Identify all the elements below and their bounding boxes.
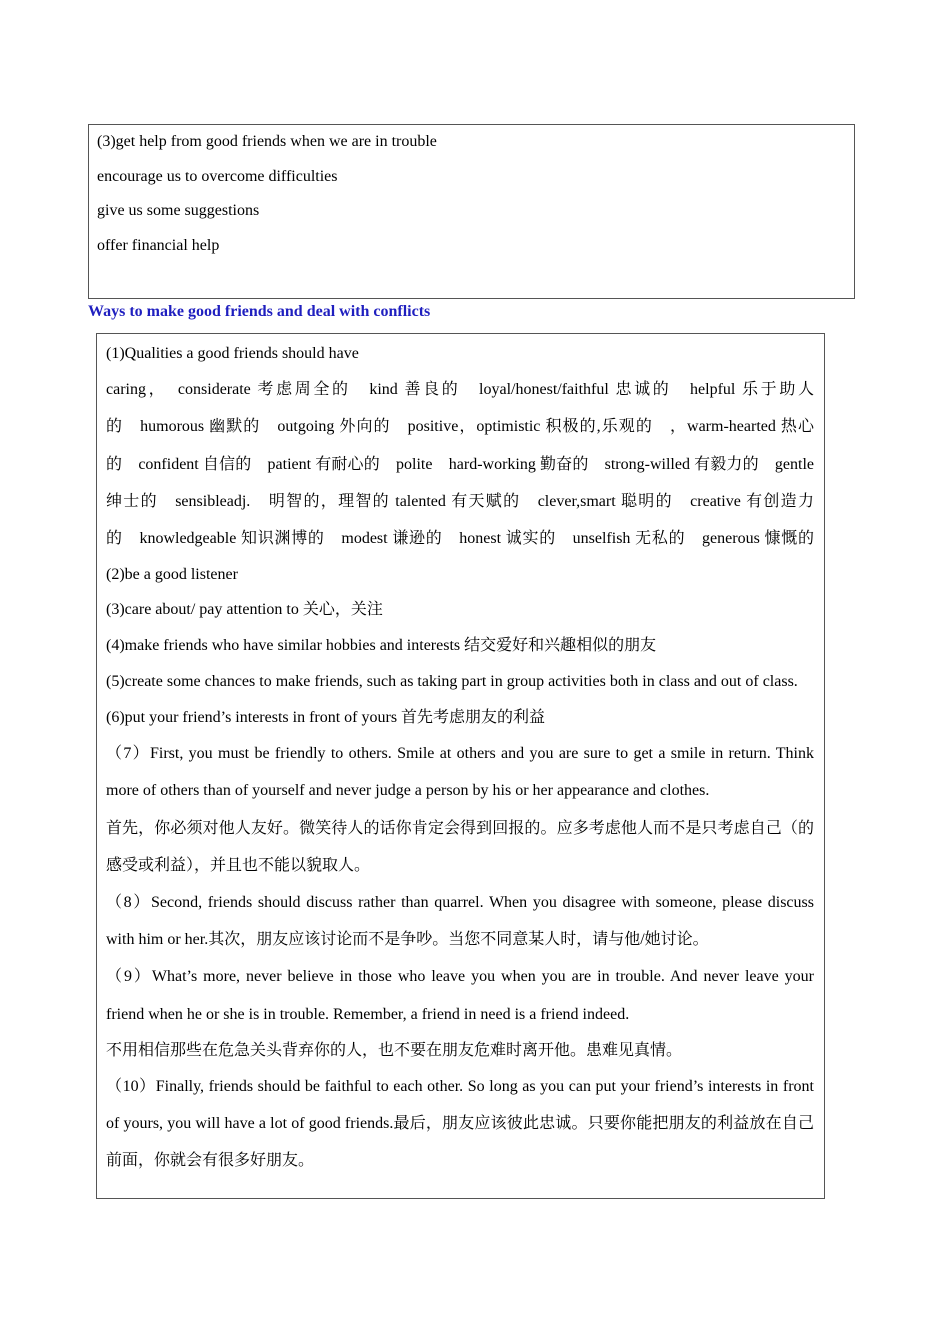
ways-to-make-friends-box — [96, 333, 825, 1199]
box1-line-3: give us some suggestions — [97, 202, 260, 220]
qualities-line-4: 绅士的 sensibleadj. 明智的，理智的 talented 有天赋的 clever,smart 聪明的 creative 有创造力 — [106, 492, 814, 510]
item-9-english: （9）What’s more, never believe in those who leave you when you are in trouble. And never leave your friend when he or she is in trouble. Remember, a friend in need is a friend indeed. — [106, 968, 814, 1023]
item-7-english: （7）First, you must be friendly to others. Smile at others and you are sure to get a smile in return. Think more of others than of yourself and never judge a person by his or her appearance and clothes. — [106, 745, 814, 800]
qualities-line-5: 的 knowledgeable 知识渊博的 modest 谦逊的 honest 诚实的 unselfish 无私的 generous 慷慨的 — [106, 530, 814, 548]
box1-line-2: encourage us to overcome difficulties — [97, 167, 338, 185]
item-2: (2)be a good listener — [106, 566, 238, 584]
item-6: (6)put your friend’s interests in front of yours 首先考虑朋友的利益 — [106, 709, 546, 727]
help-from-friends-box — [88, 124, 855, 299]
item-7-chinese: 首先，你必须对他人友好。微笑待人的话你肯定会得到回报的。应多考虑他人而不是只考虑自己（的感受或利益），并且也不能以貌取人。 — [106, 819, 814, 874]
item-9-chinese: 不用相信那些在危急关头背弃你的人，也不要在朋友危难时离开他。患难见真情。 — [106, 1041, 683, 1059]
qualities-line-1: caring， considerate 考虑周全的 kind 善良的 loyal/honest/faithful 忠诚的 helpful 乐于助人 — [106, 381, 814, 399]
section-heading: Ways to make good friends and deal with conflicts — [88, 303, 431, 320]
qualities-line-2: 的 humorous 幽默的 outgoing 外向的 positive，optimistic 积极的,乐观的 ，warm-hearted 热心 — [106, 418, 814, 436]
item-8: （8）Second, friends should discuss rather than quarrel. When you disagree with someone, please discuss with him or her.其次，朋友应该讨论而不是争吵。当您不同意某人时，请与他/她讨论。 — [106, 894, 814, 949]
item-3: (3)care about/ pay attention to 关心，关注 — [106, 601, 383, 619]
qualities-line-3: 的 confident 自信的 patient 有耐心的 polite hard-working 勤奋的 strong-willed 有毅力的 gentle — [106, 455, 814, 473]
box1-line-1: (3)get help from good friends when we are in trouble — [97, 133, 437, 150]
item-4: (4)make friends who have similar hobbies and interests 结交爱好和兴趣相似的朋友 — [106, 636, 657, 654]
box1-line-4: offer financial help — [97, 237, 220, 255]
item-1-title: (1)Qualities a good friends should have — [106, 345, 359, 362]
item-5: (5)create some chances to make friends, such as taking part in group activities both in class and out of class. — [106, 672, 798, 690]
item-10: （10）Finally, friends should be faithful to each other. So long as you can put your friend’s interests in front of yours, you will have a lot of good friends.最后，朋友应该彼此忠诚。只要你能把朋友的利益放在自己前面，你就会有很多好朋友。 — [106, 1078, 814, 1170]
